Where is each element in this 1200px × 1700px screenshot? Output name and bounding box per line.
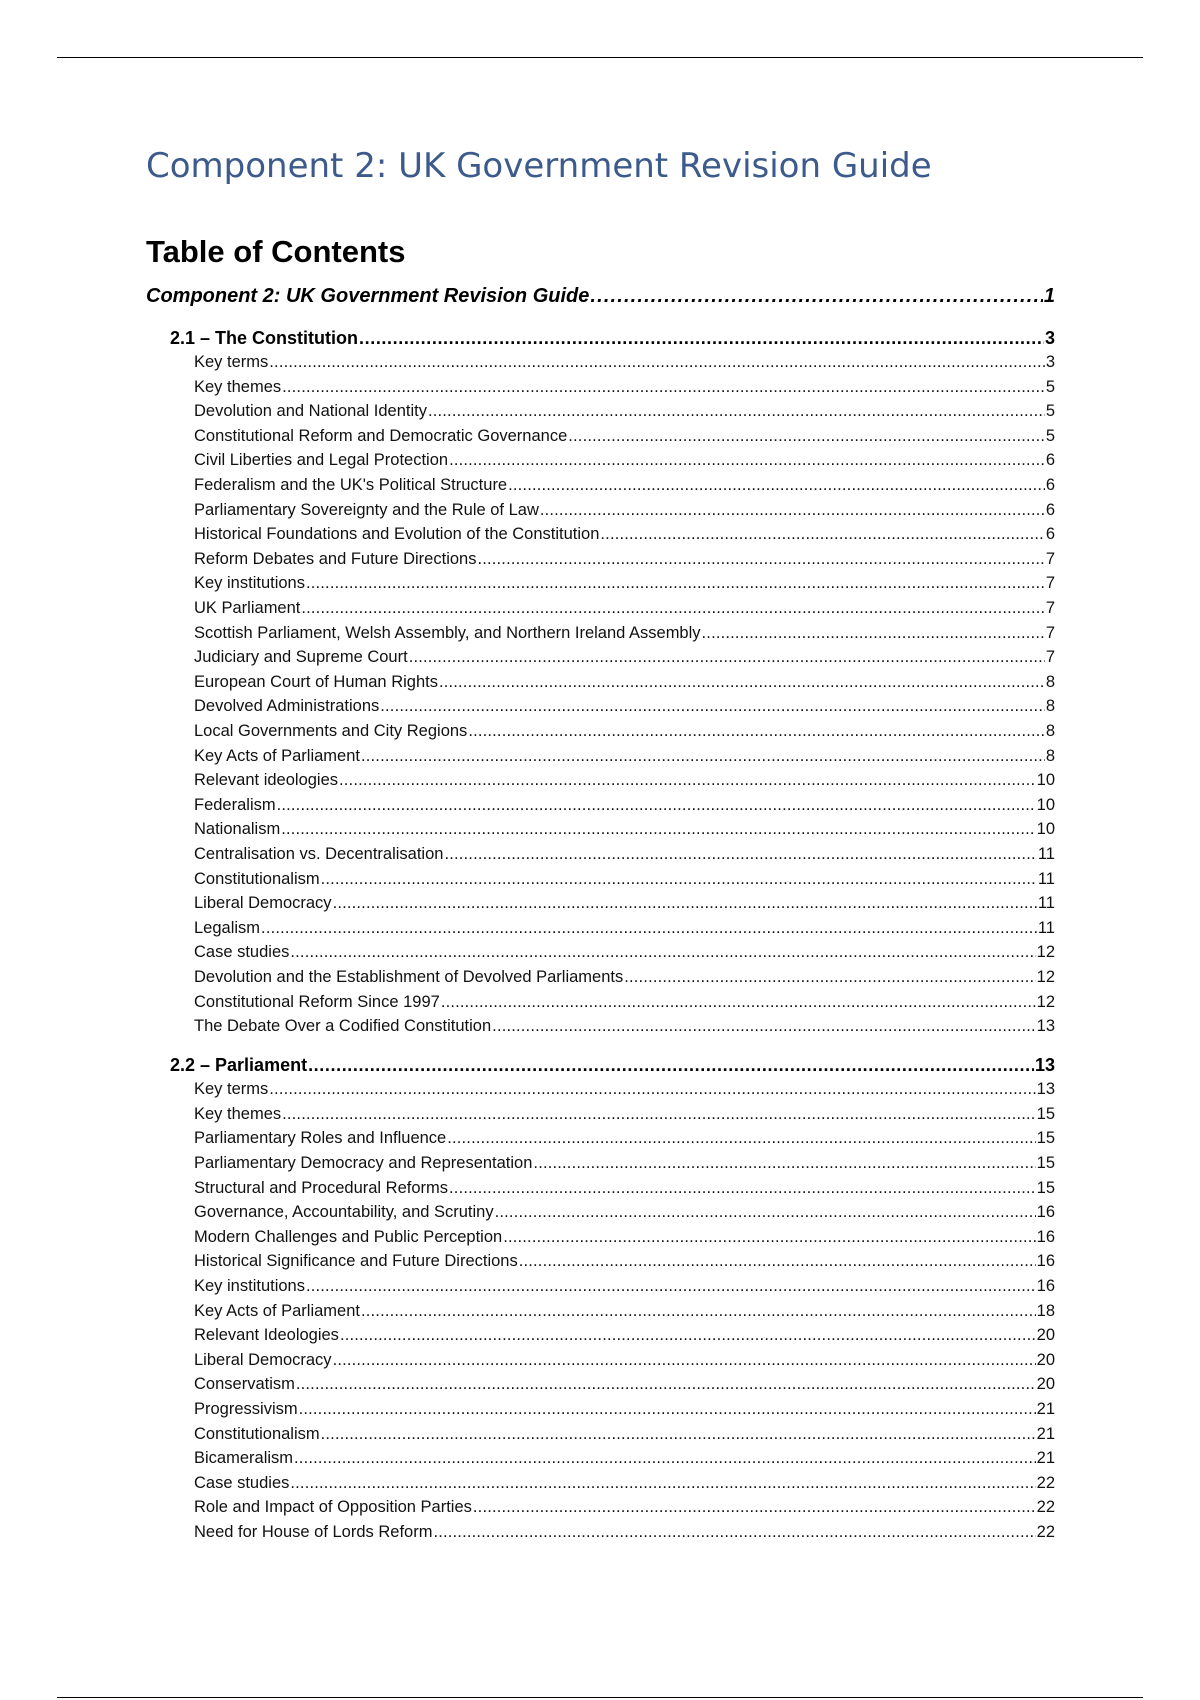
toc-page-number: 13 [1036,1080,1055,1098]
toc-entry-text: 2.2 – Parliament [170,1055,308,1075]
toc-page-number: 11 [1037,919,1055,937]
toc-entry-text: Constitutional Reform Since 1997 [194,993,440,1011]
toc-page-number: 20 [1036,1375,1055,1393]
toc-page-number: 22 [1036,1474,1055,1492]
toc-entry-text: Civil Liberties and Legal Protection [194,451,449,469]
toc-entry-text: Constitutionalism [194,1425,320,1443]
dot-leader [282,378,1045,397]
toc-entry[interactable] [194,451,1055,473]
toc-page-number: 8 [1045,673,1055,691]
toc-entry-text: Reform Debates and Future Directions [194,550,477,568]
dot-leader [299,1400,1036,1419]
toc-page-number: 16 [1036,1277,1055,1295]
toc-entry[interactable] [194,870,1055,892]
toc-entry[interactable] [194,1154,1055,1176]
dot-leader [306,1277,1036,1296]
toc-page-number: 7 [1045,648,1055,666]
dot-leader [624,968,1035,987]
dot-leader [433,1523,1035,1542]
toc-entry[interactable] [194,476,1055,498]
toc-page-number: 3 [1044,328,1055,348]
dot-leader [340,1326,1036,1345]
toc-entry-text: Key institutions [194,574,305,592]
toc-entry[interactable] [194,919,1055,941]
toc-entry-text: Relevant ideologies [194,771,339,789]
toc-entry-text: Governance, Accountability, and Scrutiny [194,1203,494,1221]
dot-leader [359,328,1044,349]
toc-entry-text: Judiciary and Supreme Court [194,648,408,666]
dot-leader [447,1129,1035,1148]
toc-entry[interactable] [194,1277,1055,1299]
toc-entry[interactable] [194,845,1055,867]
dot-leader [277,796,1036,815]
toc-entry[interactable] [194,1474,1055,1496]
toc-page-number: 6 [1045,525,1055,543]
toc-entry[interactable] [194,550,1055,572]
toc-page-number: 22 [1036,1498,1055,1516]
toc-page-number: 3 [1045,353,1055,371]
dot-leader [473,1498,1036,1517]
toc-page-number: 12 [1036,993,1055,1011]
toc-entry-text: Federalism [194,796,276,814]
toc-page-number: 12 [1036,943,1055,961]
toc-entry[interactable] [194,747,1055,769]
toc-entry[interactable] [194,599,1055,621]
toc-page-number: 13 [1034,1055,1055,1075]
dot-leader [294,1449,1036,1468]
toc-page-number: 16 [1036,1203,1055,1221]
dot-leader [503,1228,1035,1247]
dot-leader [361,1302,1036,1321]
toc-entry[interactable] [194,648,1055,670]
dot-leader [495,1203,1036,1222]
toc-page-number: 5 [1045,402,1055,420]
dot-leader [361,747,1045,766]
toc-entry-text: Progressivism [194,1400,298,1418]
toc-entry-text: Conservatism [194,1375,295,1393]
toc-entry[interactable] [194,525,1055,547]
toc-page-number: 21 [1036,1425,1055,1443]
document-title: Component 2: UK Government Revision Guide [146,146,932,186]
toc-entry-text: Federalism and the UK's Political Structure [194,476,508,494]
toc-entry[interactable] [194,943,1055,965]
toc-entry-text: Constitutionalism [194,870,320,888]
toc-entry-text: Bicameralism [194,1449,294,1467]
toc-entry-text: Case studies [194,943,290,961]
toc-entry[interactable] [194,402,1055,424]
dot-leader [306,574,1045,593]
toc-entry[interactable] [194,1017,1055,1039]
toc-entry-text: Devolution and National Identity [194,402,427,420]
toc-page-number: 13 [1036,1017,1055,1035]
toc-entry-section[interactable] [170,1055,1055,1079]
toc-entry-text: Centralisation vs. Decentralisation [194,845,444,863]
toc-entry-text: Parliamentary Roles and Influence [194,1129,447,1147]
dot-leader [441,993,1036,1012]
dot-leader [449,1179,1036,1198]
toc-entry[interactable] [194,1351,1055,1373]
toc-entry[interactable] [194,1129,1055,1151]
toc-entry[interactable] [194,1498,1055,1520]
toc-entry-text: Case studies [194,1474,290,1492]
dot-leader [308,1055,1034,1076]
toc-entry-text: Devolution and the Establishment of Devolved Parliaments [194,968,624,986]
toc-entry[interactable] [194,796,1055,818]
dot-leader [321,870,1037,889]
toc-page-number: 5 [1045,427,1055,445]
toc-entry[interactable] [194,771,1055,793]
toc-entry[interactable] [194,1400,1055,1422]
toc-page-number: 15 [1036,1129,1055,1147]
toc-page-number: 15 [1036,1179,1055,1197]
toc-page-number: 5 [1045,378,1055,396]
toc-entry-title[interactable] [146,285,1055,311]
dot-leader [321,1425,1036,1444]
toc-entry[interactable] [194,624,1055,646]
toc-entry-text: Legalism [194,919,261,937]
toc-entry[interactable] [194,673,1055,695]
toc-entry-text: Nationalism [194,820,281,838]
toc-entry[interactable] [194,1449,1055,1471]
toc-page-number: 7 [1045,624,1055,642]
toc-page-number: 7 [1045,550,1055,568]
dot-leader [339,771,1036,790]
toc-entry-text: Devolved Administrations [194,697,380,715]
toc-page-number: 8 [1045,747,1055,765]
dot-leader [301,599,1044,618]
toc-entry-text: Scottish Parliament, Welsh Assembly, and Northern Ireland Assembly [194,624,701,642]
toc-entry-text: Relevant Ideologies [194,1326,339,1344]
toc-entry-text: Key themes [194,378,282,396]
dot-leader [508,476,1045,495]
toc-entry-text: Liberal Democracy [194,894,332,912]
dot-leader [409,648,1045,667]
toc-entry[interactable] [194,1523,1055,1545]
toc-entry-text: Key institutions [194,1277,305,1295]
toc-entry[interactable] [194,993,1055,1015]
dot-leader [282,1105,1036,1124]
dot-leader [439,673,1045,692]
toc-page-number: 6 [1045,451,1055,469]
toc-entry[interactable] [194,1326,1055,1348]
toc-entry-text: UK Parliament [194,599,301,617]
toc-entry-text: Parliamentary Democracy and Representation [194,1154,533,1172]
dot-leader [290,1474,1035,1493]
toc-entry[interactable] [194,378,1055,400]
toc-entry-text: Constitutional Reform and Democratic Governance [194,427,568,445]
toc-page-number: 7 [1045,599,1055,617]
dot-leader [468,722,1045,741]
dot-leader [428,402,1045,421]
dot-leader [600,525,1044,544]
toc-page-number: 11 [1037,870,1055,888]
toc-entry[interactable] [194,722,1055,744]
dot-leader [444,845,1036,864]
toc-page-number: 21 [1036,1400,1055,1418]
dot-leader [333,1351,1036,1370]
toc-entry-text: Local Governments and City Regions [194,722,468,740]
footer-rule [57,1697,1143,1698]
toc-entry-text: Historical Significance and Future Directions [194,1252,518,1270]
toc-page-number: 8 [1045,722,1055,740]
toc-entry[interactable] [194,1302,1055,1324]
toc-entry[interactable] [194,427,1055,449]
toc-entry[interactable] [194,1425,1055,1447]
toc-page-number: 11 [1037,845,1055,863]
toc-entry[interactable] [194,501,1055,523]
dot-leader [540,501,1045,520]
toc-entry-text: Key Acts of Parliament [194,1302,360,1320]
toc-entry-text: Modern Challenges and Public Perception [194,1228,503,1246]
toc-entry-text: Need for House of Lords Reform [194,1523,433,1541]
toc-entry-text: Liberal Democracy [194,1351,332,1369]
toc-page-number: 12 [1036,968,1055,986]
toc-entry-text: Key terms [194,353,269,371]
toc-entry[interactable] [194,697,1055,719]
toc-entry-text: Role and Impact of Opposition Parties [194,1498,472,1516]
dot-leader [333,894,1037,913]
toc-entry-text: Key terms [194,1080,269,1098]
dot-leader [519,1252,1036,1271]
toc-page-number: 8 [1045,697,1055,715]
toc-entry-text: Component 2: UK Government Revision Guide [146,285,590,307]
dot-leader [296,1375,1036,1394]
toc-entry[interactable] [194,1179,1055,1201]
toc-page-number: 10 [1036,771,1055,789]
toc-entry[interactable] [194,1252,1055,1274]
toc-entry-section[interactable] [170,328,1055,352]
dot-leader [290,943,1035,962]
dot-leader [281,820,1035,839]
toc-page-number: 18 [1036,1302,1055,1320]
dot-leader [568,427,1045,446]
toc-entry[interactable] [194,894,1055,916]
dot-leader [477,550,1044,569]
toc-entry[interactable] [194,1375,1055,1397]
toc-entry-text: Key Acts of Parliament [194,747,360,765]
toc-entry-text: Structural and Procedural Reforms [194,1179,449,1197]
dot-leader [269,353,1045,372]
toc-page-number: 6 [1045,476,1055,494]
toc-page-number: 11 [1037,894,1055,912]
toc-entry-text: European Court of Human Rights [194,673,438,691]
toc-page-number: 10 [1036,796,1055,814]
toc-entry[interactable] [194,1105,1055,1127]
toc-entry[interactable] [194,820,1055,842]
dot-leader [261,919,1037,938]
toc-page-number: 15 [1036,1154,1055,1172]
toc-page-number: 1 [1043,285,1055,307]
toc-entry-text: Key themes [194,1105,282,1123]
toc-page-number: 21 [1036,1449,1055,1467]
dot-leader [590,285,1042,308]
toc-entry-text: 2.1 – The Constitution [170,328,359,348]
dot-leader [449,451,1045,470]
toc-page-number: 20 [1036,1326,1055,1344]
toc-page-number: 7 [1045,574,1055,592]
toc-entry[interactable] [194,1228,1055,1250]
toc-heading: Table of Contents [146,234,406,269]
dot-leader [492,1017,1035,1036]
dot-leader [533,1154,1035,1173]
toc-page-number: 20 [1036,1351,1055,1369]
toc-entry[interactable] [194,1203,1055,1225]
dot-leader [702,624,1045,643]
toc-entry-text: The Debate Over a Codified Constitution [194,1017,492,1035]
toc-entry[interactable] [194,574,1055,596]
toc-entry-text: Historical Foundations and Evolution of the Constitution [194,525,600,543]
toc-page-number: 15 [1036,1105,1055,1123]
toc-page-number: 16 [1036,1228,1055,1246]
toc-page-number: 22 [1036,1523,1055,1541]
toc-page-number: 6 [1045,501,1055,519]
dot-leader [380,697,1045,716]
toc-entry[interactable] [194,968,1055,990]
toc-entry[interactable] [194,1080,1055,1102]
toc-entry[interactable] [194,353,1055,375]
toc-entry-text: Parliamentary Sovereignty and the Rule of Law [194,501,539,519]
dot-leader [269,1080,1035,1099]
toc-page-number: 16 [1036,1252,1055,1270]
toc-page-number: 10 [1036,820,1055,838]
